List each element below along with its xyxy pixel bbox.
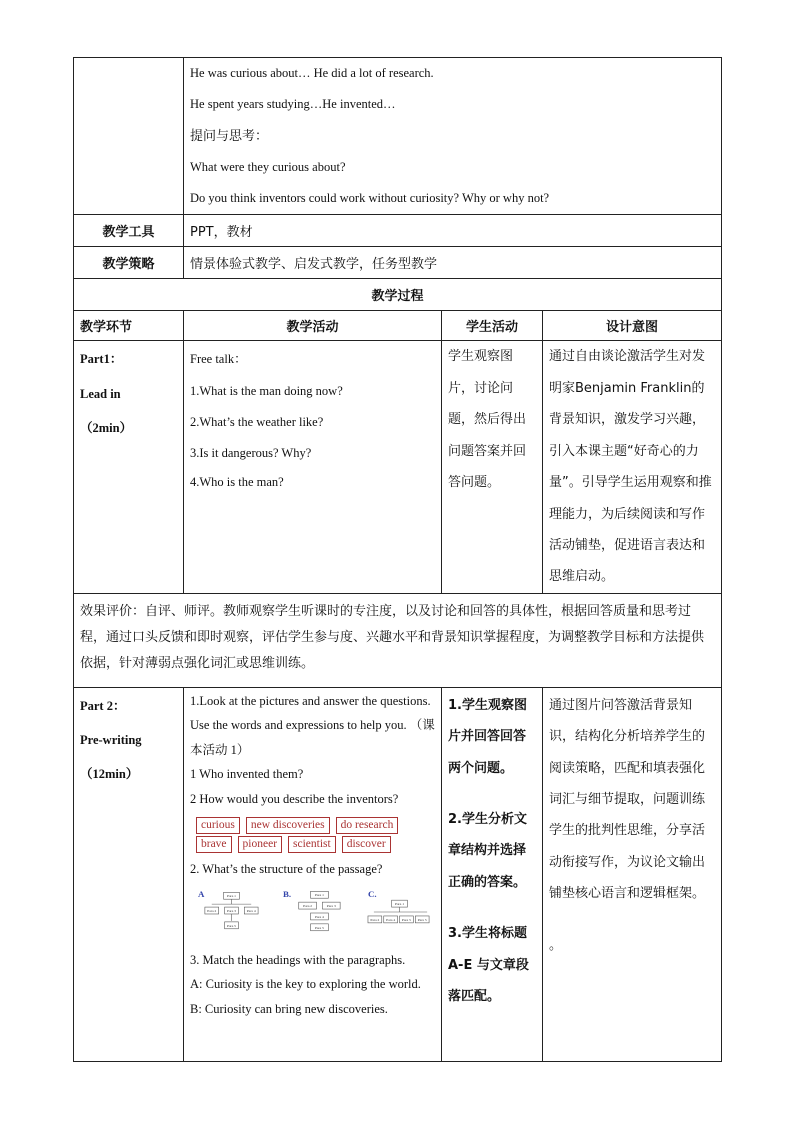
part1-intent-cell: 通过自由谈论激活学生对发明家Benjamin Franklin的背景知识，激发学习兴趣，引入本课主题“好奇心的力量”。引导学生运用观察和推理能力，为后续阅读和写作活动铺垫，促进语言表达和思维启动。 (543, 341, 722, 593)
para-box-label: Para 4 (246, 908, 256, 913)
part2-student-cell (442, 687, 543, 1061)
header-student: 学生活动 (442, 311, 543, 341)
task3-text: 3. Match the headings with the paragraphs. (190, 952, 406, 967)
tools-value: PPT，教材 (184, 215, 722, 247)
para-box-label: Para 3 (326, 903, 336, 908)
word-tag: scientist (288, 836, 336, 853)
word-bank (196, 817, 416, 853)
intro-line: What were they curious about? (190, 159, 346, 174)
student-item-1: 1.学生观察图片并回答回答两个问题。 (448, 697, 527, 776)
strategy-value: 情景体验式教学、启发式教学，任务型教学 (184, 247, 722, 279)
para-box-label: Para 4 (386, 917, 396, 922)
para-box-label: Para 2 (370, 917, 380, 922)
structure-options (196, 888, 435, 938)
word-tag: curious (196, 817, 240, 834)
structure-label-b: B. (282, 888, 292, 899)
para-box-label: Para 2 (303, 903, 313, 908)
part2-intent-text: 通过图片问答激活背景知识，结构化分析培养学生的阅读策略，匹配和填表强化词汇与细节提取，问题训练学生的批判性思维，分享活动衔接写作，为议论文输出铺垫核心语言和逻辑框架。 (549, 697, 706, 902)
para-box-label: Para 5 (227, 923, 236, 928)
evaluation-text: 效果评价：自评、师评。教师观察学生听课时的专注度，以及讨论和回答的具体性，根据回答质量和思考过程，通过口头反馈和即时观察，评估学生参与度、兴趣水平和背景知识掌握程度，为调整教学目标和方法提供依据，针对薄弱点强化词汇或思维训练。 (74, 593, 722, 687)
para-box-label: Para 1 (314, 892, 324, 897)
task1-text: 1.Look at the pictures and answer the questions. Use the words and expressions to help you. （课本活动 1） (190, 693, 435, 757)
task1-question1: 1 Who invented them? (190, 767, 304, 782)
header-row (74, 311, 722, 341)
question-item: 1.What is the man doing now? (190, 383, 343, 398)
part2-row (74, 687, 722, 1061)
evaluation-row (74, 593, 722, 687)
para-box-label: Para 1 (227, 893, 236, 898)
process-title-row (74, 279, 722, 311)
intro-label-cell (74, 58, 184, 215)
structure-label-c: C. (367, 888, 377, 899)
student-item-3: 3.学生将标题A-E 与文章段落匹配。 (448, 926, 529, 1004)
free-talk-label: Free talk： (190, 352, 247, 367)
question-item: 3.Is it dangerous? Why? (190, 446, 312, 461)
lesson-plan-page (73, 57, 721, 1061)
structure-diagram-c (366, 888, 435, 938)
strategy-label: 教学策略 (74, 247, 184, 279)
lesson-plan-table (73, 57, 722, 1062)
part2-title: Pre-writing (80, 732, 142, 747)
heading-item: B: Curiosity can bring new discoveries. (190, 1001, 388, 1016)
para-box-label: Para 4 (314, 914, 324, 919)
part2-intent-tail: 。 (549, 937, 563, 953)
word-tag: do research (336, 817, 399, 834)
intro-content-cell (184, 58, 722, 215)
header-stage: 教学环节 (74, 311, 184, 341)
tools-label: 教学工具 (74, 215, 184, 247)
para-box-label: Para 5 (314, 925, 324, 930)
para-box-label: Para 3 (227, 908, 236, 913)
part2-intent-cell (543, 687, 722, 1061)
para-box-label: Para 2 (207, 908, 217, 913)
structure-diagram-a (196, 888, 265, 938)
structure-label-a: A (197, 888, 205, 899)
part1-title: Lead in (80, 386, 121, 401)
structure-diagram-b (281, 888, 350, 938)
intro-line: He was curious about… He did a lot of research. (190, 66, 434, 80)
para-box-label: Para 5 (401, 917, 411, 922)
part2-stage-cell (74, 687, 184, 1061)
question-item: 4.Who is the man? (190, 475, 284, 490)
part1-activity-cell (184, 341, 442, 593)
para-box-label: Para 5 (417, 917, 427, 922)
question-item: 2.What’s the weather like? (190, 414, 324, 429)
intro-line: 提问与思考： (190, 128, 269, 144)
student-item-2: 2.学生分析文章结构并选择正确的答案。 (448, 811, 527, 890)
header-intent: 设计意图 (543, 311, 722, 341)
part2-time: （12min） (80, 767, 139, 782)
part1-student-cell: 学生观察图片，讨论问题，然后得出问题答案并回答问题。 (442, 341, 543, 593)
part2-name: Part 2： (80, 698, 126, 713)
intro-line: Do you think inventors could work without curiosity? Why or why not? (190, 191, 550, 206)
heading-item: A: Curiosity is the key to exploring the world. (190, 977, 421, 992)
word-tag: brave (196, 836, 232, 853)
task1-question2: 2 How would you describe the inventors? (190, 791, 399, 806)
process-title: 教学过程 (74, 279, 722, 311)
part1-time: （2min） (80, 420, 133, 435)
part1-row (74, 341, 722, 593)
intro-row (74, 58, 722, 215)
task2-text: 2. What’s the structure of the passage? (190, 862, 383, 877)
part1-name: Part1： (80, 352, 123, 367)
word-tag: pioneer (238, 836, 282, 853)
tools-row (74, 215, 722, 247)
header-activity: 教学活动 (184, 311, 442, 341)
part1-stage-cell (74, 341, 184, 593)
word-tag: new discoveries (246, 817, 330, 834)
strategy-row (74, 247, 722, 279)
word-tag: discover (342, 836, 391, 853)
para-box-label: Para 1 (395, 901, 404, 906)
part2-activity-cell (184, 687, 442, 1061)
intro-line: He spent years studying…He invented… (190, 97, 396, 112)
